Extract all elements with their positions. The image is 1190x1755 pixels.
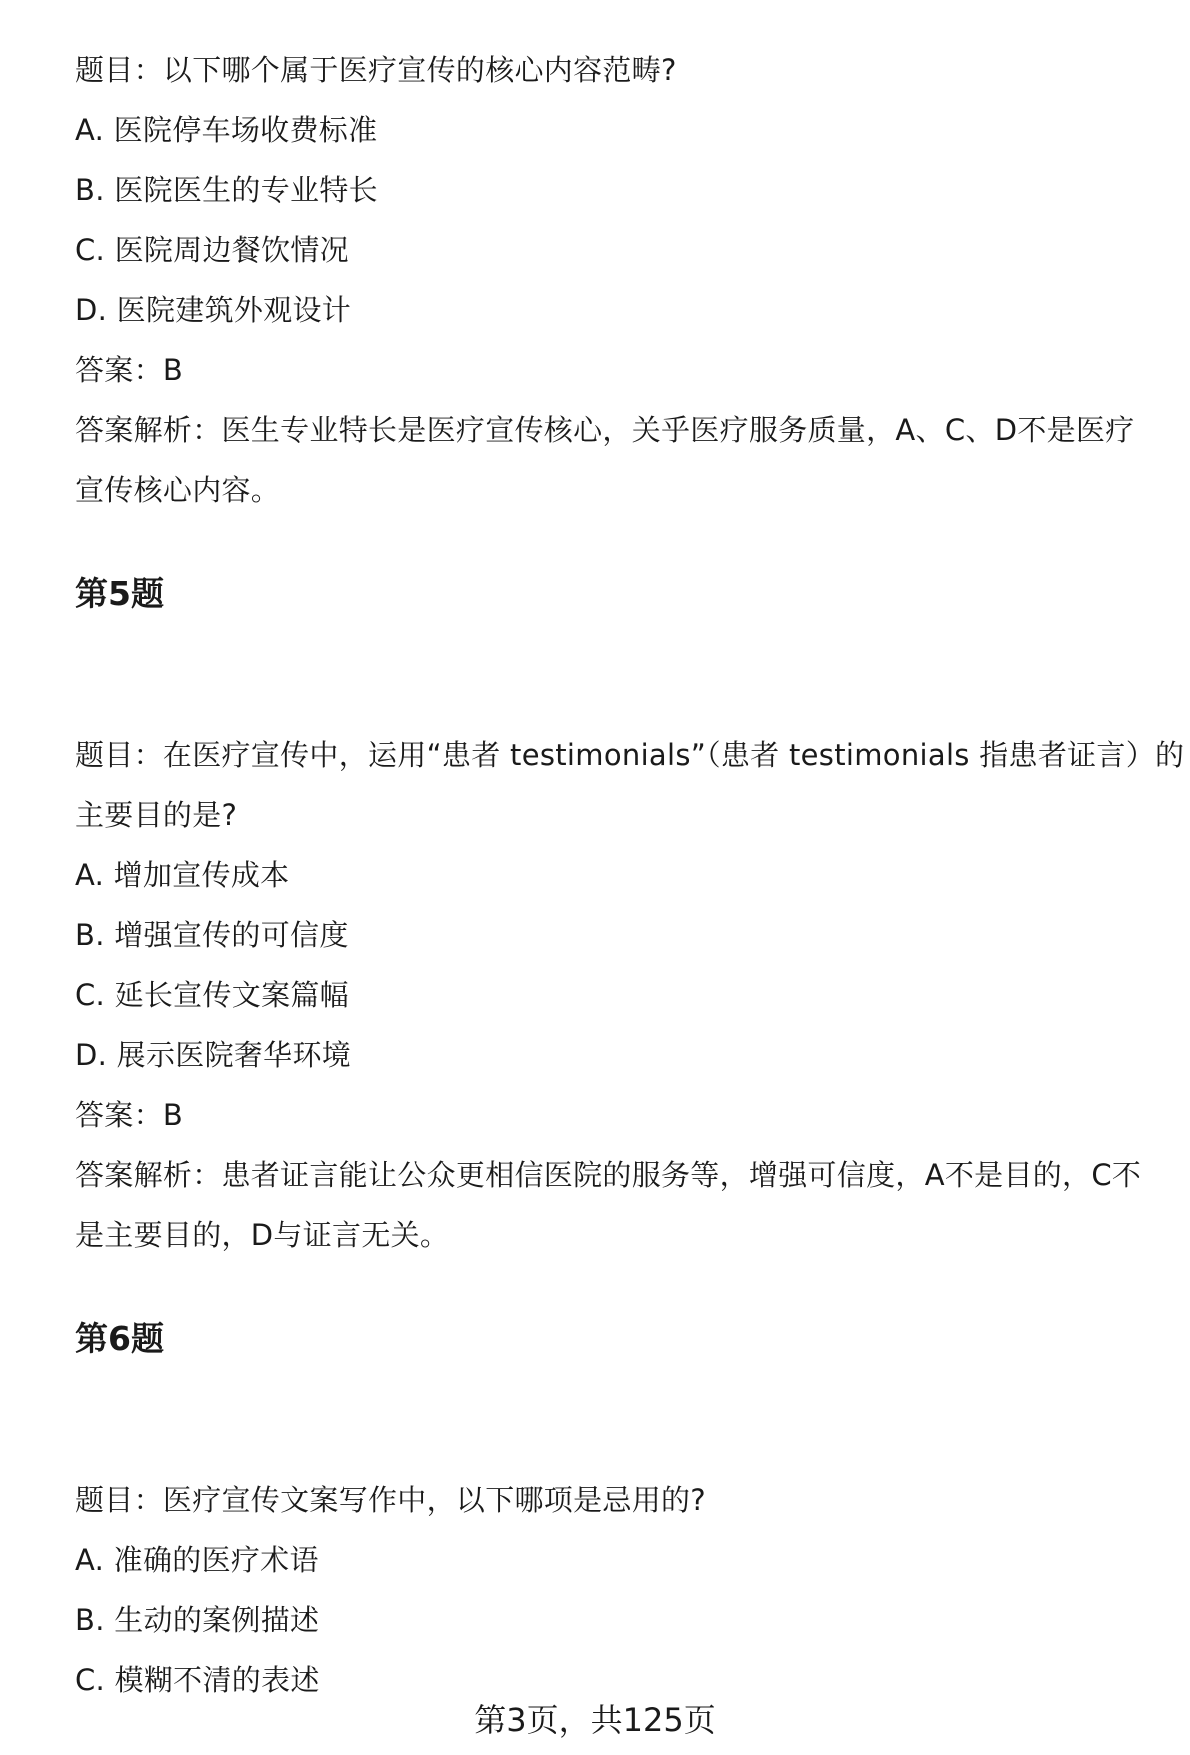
question-4-stem: 题目：以下哪个属于医疗宣传的核心内容范畴? [75, 53, 677, 87]
question-5-stem-line-2: 主要目的是? [75, 798, 238, 832]
question-5-heading: 第5题 [75, 574, 164, 613]
question-4-explanation-line-1: 答案解析：医生专业特长是医疗宣传核心，关乎医疗服务质量，A、C、D不是医疗 [75, 413, 1135, 447]
question-4-answer: 答案：B [75, 353, 184, 387]
question-4-option-b: B. 医院医生的专业特长 [75, 173, 378, 207]
question-5-option-d: D. 展示医院奢华环境 [75, 1038, 352, 1072]
question-5-explanation-line-1: 答案解析：患者证言能让公众更相信医院的服务等，增强可信度，A不是目的，C不 [75, 1158, 1142, 1192]
question-4-option-d: D. 医院建筑外观设计 [75, 293, 352, 327]
question-6-option-c: C. 模糊不清的表述 [75, 1663, 320, 1697]
question-5-answer: 答案：B [75, 1098, 184, 1132]
question-4-explanation-line-2: 宣传核心内容。 [75, 473, 281, 507]
page-number-footer: 第3页，共125页 [474, 1701, 716, 1739]
question-6-stem: 题目：医疗宣传文案写作中，以下哪项是忌用的? [75, 1483, 706, 1517]
question-5-option-c: C. 延长宣传文案篇幅 [75, 978, 349, 1012]
question-5-stem-line-1: 题目：在医疗宣传中，运用“患者 testimonials”（患者 testimonials 指患者证言）的 [75, 738, 1185, 772]
question-5-option-b: B. 增强宣传的可信度 [75, 918, 349, 952]
question-4-option-a: A. 医院停车场收费标准 [75, 113, 378, 147]
question-4-option-c: C. 医院周边餐饮情况 [75, 233, 349, 267]
question-6-heading: 第6题 [75, 1319, 164, 1358]
question-5-option-a: A. 增加宣传成本 [75, 858, 290, 892]
question-6-option-b: B. 生动的案例描述 [75, 1603, 320, 1637]
question-6-option-a: A. 准确的医疗术语 [75, 1543, 319, 1577]
question-5-explanation-line-2: 是主要目的，D与证言无关。 [75, 1218, 450, 1252]
